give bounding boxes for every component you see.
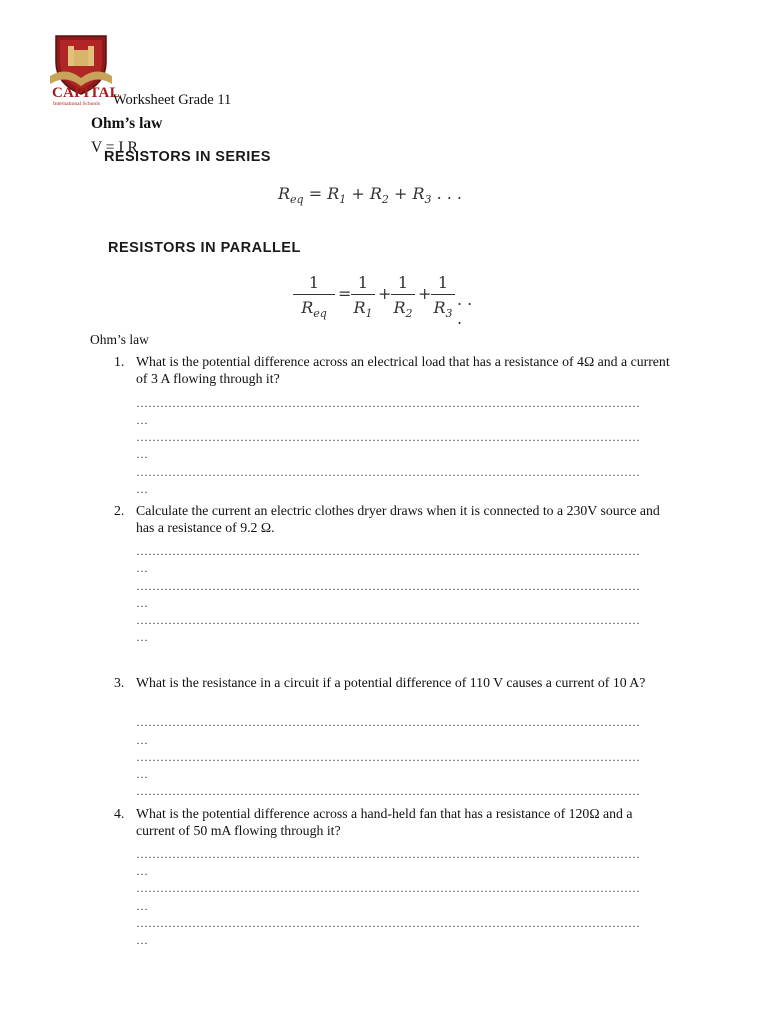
answer-line[interactable]: ………………………………………………………………………………………………………………	[136, 916, 640, 930]
answer-line[interactable]: ………………………………………………………………………………………………………………	[136, 750, 640, 764]
parallel-equation	[292, 272, 482, 332]
answer-line-tail: …	[136, 630, 148, 644]
answer-line[interactable]: ………………………………………………………………………………………………………………	[136, 613, 640, 627]
answer-line-tail: …	[136, 733, 148, 747]
series-equation: $R_{eq} = R_1 + R_2 + R_3$ . . .	[278, 184, 462, 207]
series-heading: RESISTORS IN SERIES	[104, 149, 271, 165]
fraction-r3: 1 $R_3$	[430, 272, 456, 319]
question-number: 4.	[114, 806, 125, 821]
question-2	[114, 502, 674, 536]
answer-line[interactable]: ………………………………………………………………………………………………………………	[136, 715, 640, 729]
question-number: 2.	[114, 503, 125, 518]
worksheet-subject: Worksheet Grade 11	[113, 92, 232, 108]
question-number: 3.	[114, 675, 125, 690]
question-text: Calculate the current an electric clothes dryer draws when it is connected to a 230V source and has a resistance of 9.2 Ω.	[136, 503, 660, 535]
question-4	[114, 805, 674, 839]
page-title: Ohm’s law	[91, 115, 163, 132]
section-label: Ohm’s law	[90, 332, 149, 347]
fraction-req: 1 $R_{eq}$	[292, 272, 336, 319]
answer-line-tail: …	[136, 561, 148, 575]
answer-line-tail: …	[136, 413, 148, 427]
parallel-heading: RESISTORS IN PARALLEL	[108, 240, 301, 256]
question-number: 1.	[114, 354, 125, 369]
question-1	[114, 353, 674, 387]
plus-sign: +	[378, 284, 392, 303]
ellipsis: . . .	[457, 290, 473, 328]
fraction-r2: 1 $R_2$	[390, 272, 416, 319]
answer-line-tail: …	[136, 447, 148, 461]
answer-line[interactable]: ………………………………………………………………………………………………………………	[136, 847, 640, 861]
answer-line[interactable]: ………………………………………………………………………………………………………………	[136, 396, 640, 410]
question-3	[114, 674, 674, 691]
logo-subtitle: International Schools	[53, 101, 100, 107]
question-text: What is the potential difference across a hand-held fan that has a resistance of 120Ω and a current of 50 mA flowing through it?	[136, 806, 633, 838]
answer-line[interactable]: ………………………………………………………………………………………………………………	[136, 465, 640, 479]
fraction-r1: 1 $R_1$	[350, 272, 376, 319]
equals-sign: =	[338, 284, 352, 303]
answer-line[interactable]: ………………………………………………………………………………………………………………	[136, 784, 640, 798]
answer-line-tail: …	[136, 767, 148, 781]
answer-line[interactable]: ………………………………………………………………………………………………………………	[136, 430, 640, 444]
answer-line[interactable]: ………………………………………………………………………………………………………………	[136, 579, 640, 593]
answer-line[interactable]: ………………………………………………………………………………………………………………	[136, 881, 640, 895]
question-text: What is the resistance in a circuit if a potential difference of 110 V causes a current of 10 A?	[136, 675, 646, 690]
plus-sign: +	[418, 284, 432, 303]
answer-line-tail: …	[136, 596, 148, 610]
answer-line-tail: …	[136, 482, 148, 496]
question-text: What is the potential difference across an electrical load that has a resistance of 4Ω and a current of 3 A flowing through it?	[136, 354, 670, 386]
answer-line[interactable]: ………………………………………………………………………………………………………………	[136, 544, 640, 558]
logo-wordmark: CAPITAL	[52, 85, 120, 101]
answer-line-tail: …	[136, 933, 148, 947]
ohms-law-formula: V = I R	[91, 139, 138, 156]
answer-line-tail: …	[136, 864, 148, 878]
answer-line-tail: …	[136, 899, 148, 913]
